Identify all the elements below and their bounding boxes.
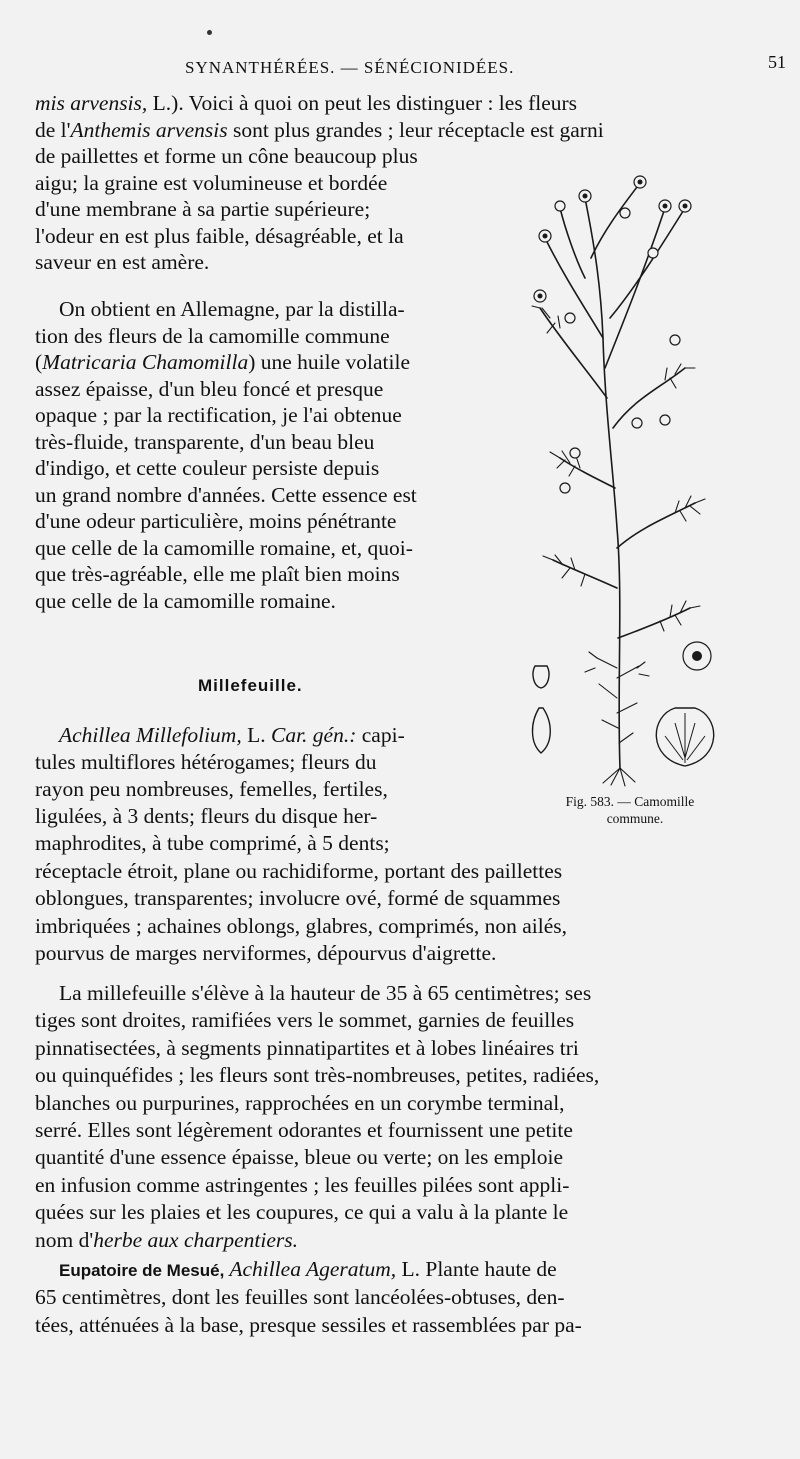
text-fragment: nom d'	[35, 1227, 94, 1252]
text-line: La millefeuille s'élève à la hauteur de 35 à 65 centimètres; ses	[59, 981, 592, 1005]
text-line: d'une odeur particulière, moins pénétrante	[35, 509, 397, 533]
running-head: SYNANTHÉRÉES. — SÉNÉCIONIDÉES.	[185, 58, 515, 77]
eupatoire-paragraph	[35, 1256, 725, 1339]
text-line: assez épaisse, d'un bleu foncé et presque	[35, 376, 384, 401]
ink-dot	[207, 30, 212, 35]
italic-abbrev: Car. gén.:	[270, 723, 357, 747]
text-fragment: L. Plante haute de	[396, 1257, 557, 1281]
text-line: quées sur les plaies et les coupures, ce qui a valu à la plante le	[35, 1200, 569, 1225]
oil-paragraph	[35, 296, 540, 614]
italic-species: mis arvensis,	[35, 91, 148, 115]
italic-species: Anthemis arvensis	[70, 117, 228, 142]
text-line: saveur en est amère.	[35, 250, 210, 274]
text-line: que très-agréable, elle me plaît bien moins	[35, 562, 400, 586]
text-line: imbriquées ; achaines oblongs, glabres, comprimés, non ailés,	[35, 913, 567, 938]
text-line: rayon peu nombreuses, femelles, fertiles,	[35, 777, 388, 801]
section-title: Millefeuille.	[198, 676, 303, 695]
bold-plant-name: Eupatoire de Mesué,	[59, 1261, 225, 1280]
text-fragment: sont plus grandes ; leur réceptacle est garni	[227, 117, 604, 142]
text-line: maphrodites, à tube comprimé, à 5 dents;	[35, 831, 390, 855]
intro-paragraph	[35, 90, 604, 276]
text-line: oblongues, transparentes; involucre ové, formé de squammes	[35, 886, 561, 911]
italic-species: Matricaria Chamomilla	[42, 350, 249, 374]
text-line: un grand nombre d'années. Cette essence est	[35, 482, 417, 507]
text-line: tées, atténuées à la base, presque sessiles et rassemblées par pa-	[35, 1312, 582, 1337]
text-line	[35, 1256, 725, 1284]
text-line	[35, 349, 540, 376]
text-line: ligulées, à 3 dents; fleurs du disque her-	[35, 804, 378, 828]
text-line: quantité d'une essence épaisse, bleue ou verte; on les emploie	[35, 1145, 564, 1170]
text-line: tion des fleurs de la camomille commune	[35, 323, 390, 348]
text-line: en infusion comme astringentes ; les feuilles pilées sont appli-	[35, 1172, 570, 1197]
text-line: que celle de la camomille romaine, et, quoi-	[35, 535, 413, 560]
text-fragment: ) une huile volatile	[248, 350, 411, 374]
text-line: réceptacle étroit, plane ou rachidiforme, portant des paillettes	[35, 859, 563, 883]
description-paragraph	[35, 722, 540, 857]
italic-species: Achillea Ageratum,	[224, 1257, 397, 1281]
description-continued	[35, 858, 725, 968]
text-line: d'indigo, et cette couleur persiste depuis	[35, 456, 380, 480]
text-line: On obtient en Allemagne, par la distilla-	[59, 297, 405, 321]
text-fragment: L.). Voici à quoi on peut les distinguer : les fleurs	[147, 91, 578, 115]
italic-common-name: herbe aux charpentiers.	[93, 1227, 299, 1252]
text-line: blanches ou purpurines, rapprochées en un corymbe terminal,	[35, 1090, 565, 1115]
figure-caption	[530, 793, 730, 827]
text-line: tules multiflores hétérogames; fleurs du	[35, 750, 377, 774]
text-line: 65 centimètres, dont les feuilles sont lancéolées-obtuses, den-	[35, 1285, 565, 1310]
text-line: ou quinquéfides ; les fleurs sont très-nombreuses, petites, radiées,	[35, 1063, 600, 1088]
italic-species: Achillea Millefolium,	[59, 723, 242, 747]
text-line	[35, 90, 578, 117]
text-fragment: L.	[241, 723, 271, 747]
text-line: pinnatisectées, à segments pinnatipartites et à lobes linéaires tri	[35, 1035, 579, 1060]
height-paragraph	[35, 980, 725, 1254]
text-line: serré. Elles sont légèrement odorantes et fournissent une petite	[35, 1118, 573, 1143]
text-line: d'une membrane à sa partie supérieure;	[35, 197, 371, 221]
text-line: l'odeur en est plus faible, désagréable, et la	[35, 223, 404, 248]
chamomile-illustration	[525, 168, 725, 788]
caption-line: commune.	[606, 811, 664, 826]
text-fragment: (	[35, 350, 43, 374]
caption-line: Fig. 583. — Camomille	[565, 794, 695, 809]
text-line: que celle de la camomille romaine.	[35, 588, 336, 613]
text-fragment: capi-	[356, 723, 405, 747]
text-line	[35, 117, 604, 144]
page-number: 51	[768, 52, 786, 72]
text-line: tiges sont droites, ramifiées vers le sommet, garnies de feuilles	[35, 1008, 575, 1033]
text-line: aigu; la graine est volumineuse et bordée	[35, 170, 388, 195]
text-line: de paillettes et forme un cône beaucoup plus	[35, 144, 418, 168]
text-line: pourvus de marges nerviformes, dépourvus d'aigrette.	[35, 941, 497, 966]
text-line: opaque ; par la rectification, je l'ai obtenue	[35, 403, 402, 427]
text-line: très-fluide, transparente, d'un beau bleu	[35, 429, 375, 454]
text-fragment: de l'	[35, 117, 71, 142]
text-line	[35, 1227, 725, 1254]
text-line	[35, 722, 540, 749]
